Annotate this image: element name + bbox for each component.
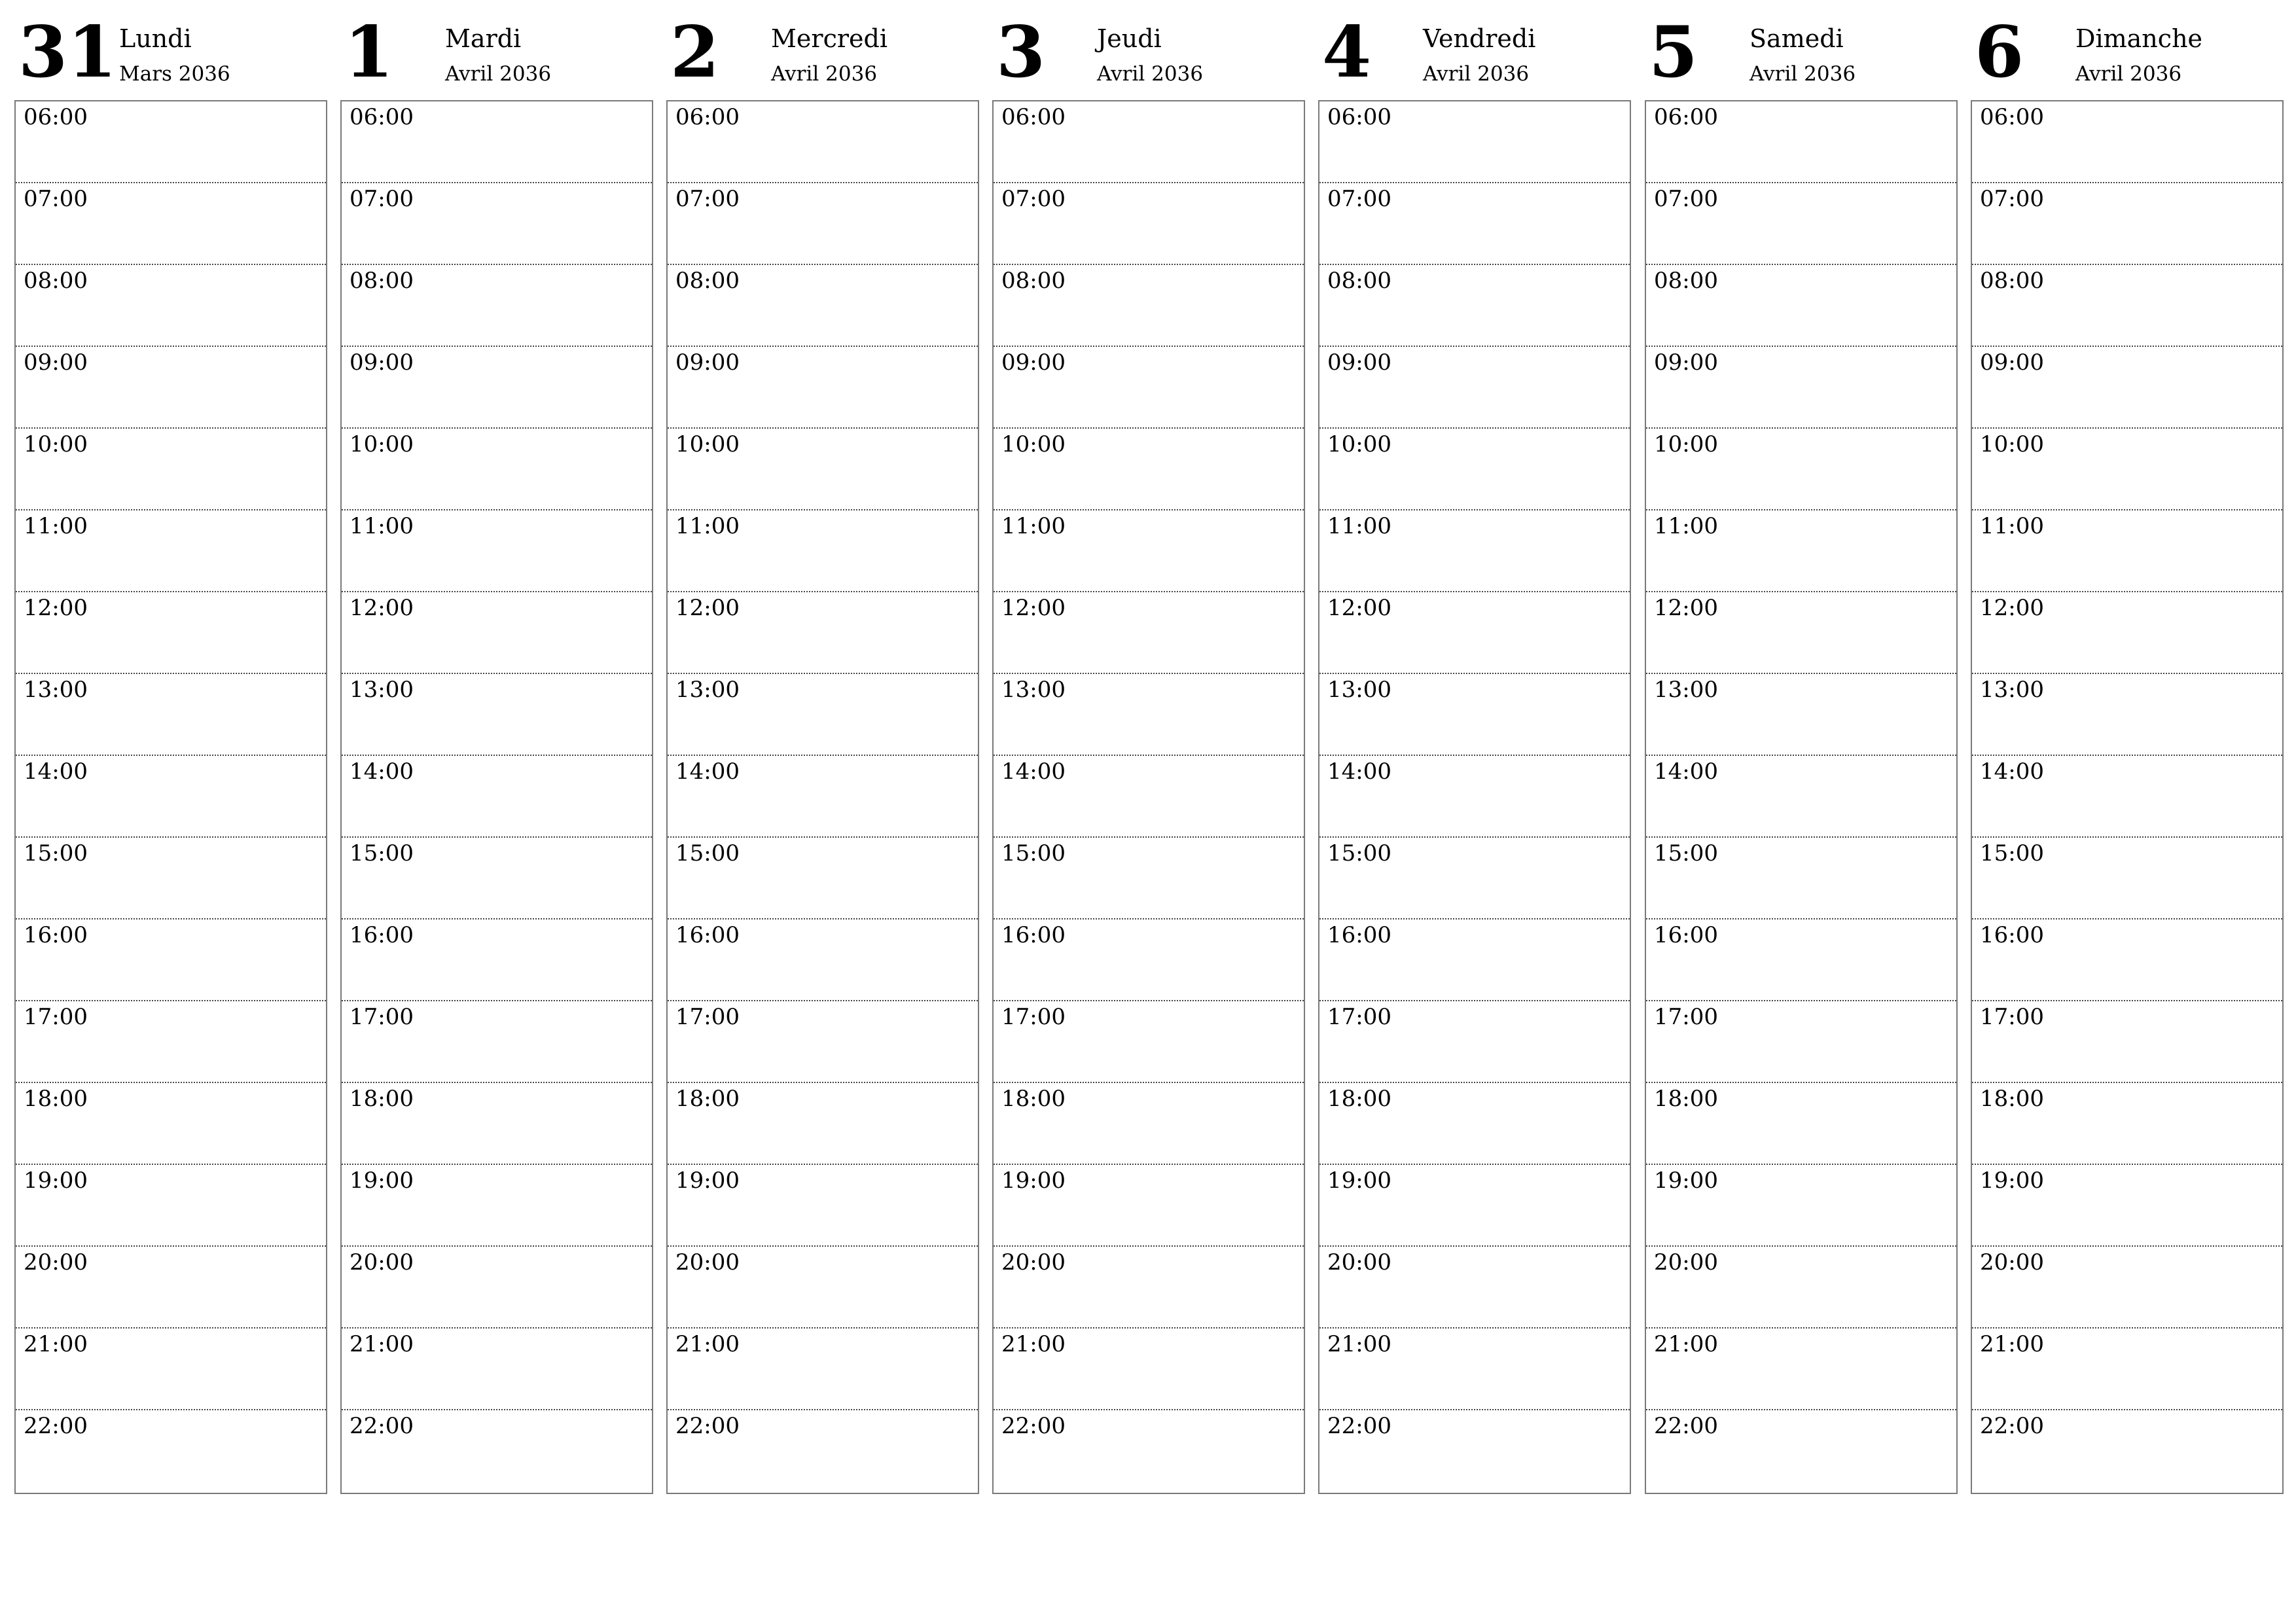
- hour-slot[interactable]: [668, 347, 978, 429]
- day-header: [1645, 0, 1958, 98]
- hour-label: 20:00: [675, 1249, 740, 1275]
- hour-label: 11:00: [675, 513, 740, 539]
- hour-label: 20:00: [350, 1249, 414, 1275]
- hour-slot[interactable]: [342, 919, 652, 1001]
- hour-slot[interactable]: [1646, 919, 1956, 1001]
- hour-label: 08:00: [1327, 268, 1391, 294]
- hour-label: 19:00: [1654, 1168, 1718, 1194]
- hour-slot[interactable]: [342, 101, 652, 183]
- hour-label: 21:00: [24, 1331, 88, 1357]
- hour-label: 18:00: [350, 1086, 414, 1112]
- hour-slot[interactable]: [1319, 838, 1630, 919]
- hour-slot[interactable]: [342, 756, 652, 838]
- day-name: Mardi: [445, 24, 522, 53]
- hour-slot[interactable]: [994, 674, 1304, 756]
- day-column: [1645, 0, 1958, 1439]
- hour-label: 08:00: [1980, 268, 2044, 294]
- hour-slot[interactable]: [1972, 1165, 2282, 1247]
- hour-label: 20:00: [1980, 1249, 2044, 1275]
- hour-slot[interactable]: [1972, 1083, 2282, 1165]
- hour-label: 21:00: [1001, 1331, 1066, 1357]
- hour-slot[interactable]: [1319, 1410, 1630, 1492]
- hour-label: 21:00: [1654, 1331, 1718, 1357]
- hour-label: 18:00: [1001, 1086, 1066, 1112]
- hour-label: 09:00: [350, 349, 414, 376]
- hour-slot[interactable]: [1646, 429, 1956, 510]
- hour-label: 11:00: [1654, 513, 1718, 539]
- month-year: Avril 2036: [2075, 62, 2182, 86]
- day-schedule-box[interactable]: [1971, 100, 2284, 1494]
- hour-slot[interactable]: [1972, 674, 2282, 756]
- hour-label: 07:00: [350, 186, 414, 212]
- day-column: [1971, 0, 2284, 1439]
- hour-label: 21:00: [350, 1331, 414, 1357]
- hour-label: 16:00: [675, 922, 740, 948]
- hour-label: 19:00: [675, 1168, 740, 1194]
- hour-label: 12:00: [1980, 595, 2044, 621]
- hour-label: 12:00: [350, 595, 414, 621]
- hour-slot[interactable]: [1646, 101, 1956, 183]
- hour-label: 14:00: [24, 758, 88, 785]
- hour-slot[interactable]: [1319, 265, 1630, 347]
- hour-slot[interactable]: [342, 510, 652, 592]
- hour-label: 09:00: [1327, 349, 1391, 376]
- hour-slot[interactable]: [994, 510, 1304, 592]
- hour-label: 13:00: [350, 677, 414, 703]
- hour-slot[interactable]: [1646, 347, 1956, 429]
- hour-label: 13:00: [1980, 677, 2044, 703]
- hour-slot[interactable]: [668, 101, 978, 183]
- hour-label: 08:00: [350, 268, 414, 294]
- hour-slot[interactable]: [342, 1083, 652, 1165]
- hour-label: 17:00: [1327, 1004, 1391, 1030]
- hour-slot[interactable]: [994, 101, 1304, 183]
- hour-slot[interactable]: [1319, 101, 1630, 183]
- hour-label: 09:00: [24, 349, 88, 376]
- hour-label: 14:00: [1980, 758, 2044, 785]
- hour-label: 22:00: [1001, 1413, 1066, 1439]
- hour-label: 19:00: [1980, 1168, 2044, 1194]
- hour-label: 13:00: [1654, 677, 1718, 703]
- hour-label: 21:00: [1327, 1331, 1391, 1357]
- hour-label: 12:00: [675, 595, 740, 621]
- hour-label: 10:00: [24, 431, 88, 457]
- hour-label: 10:00: [1001, 431, 1066, 457]
- hour-label: 18:00: [1654, 1086, 1718, 1112]
- hour-slot[interactable]: [1646, 838, 1956, 919]
- hour-label: 07:00: [1001, 186, 1066, 212]
- hour-slot[interactable]: [1319, 1329, 1630, 1410]
- hour-label: 17:00: [1001, 1004, 1066, 1030]
- hour-slot[interactable]: [1646, 1329, 1956, 1410]
- hour-label: 17:00: [1980, 1004, 2044, 1030]
- hour-slot[interactable]: [16, 674, 326, 756]
- hour-label: 08:00: [24, 268, 88, 294]
- hour-slot[interactable]: [668, 756, 978, 838]
- hour-label: 19:00: [24, 1168, 88, 1194]
- hour-slot[interactable]: [994, 1083, 1304, 1165]
- hour-slot[interactable]: [668, 183, 978, 265]
- hour-label: 15:00: [675, 840, 740, 866]
- day-column: [666, 0, 979, 1439]
- day-header: [14, 0, 327, 98]
- hour-slot[interactable]: [16, 838, 326, 919]
- hour-label: 17:00: [1654, 1004, 1718, 1030]
- hour-slot[interactable]: [1646, 592, 1956, 674]
- hour-label: 20:00: [1654, 1249, 1718, 1275]
- hour-slot[interactable]: [342, 838, 652, 919]
- day-name: Mercredi: [771, 24, 888, 53]
- hour-slot[interactable]: [342, 1165, 652, 1247]
- hour-label: 17:00: [24, 1004, 88, 1030]
- hour-slot[interactable]: [1646, 510, 1956, 592]
- hour-slot[interactable]: [1646, 1083, 1956, 1165]
- hour-label: 10:00: [1980, 431, 2044, 457]
- hour-slot[interactable]: [1972, 592, 2282, 674]
- day-header: [1318, 0, 1631, 98]
- hour-slot[interactable]: [1646, 674, 1956, 756]
- month-year: Avril 2036: [1423, 62, 1530, 86]
- hour-label: 13:00: [1327, 677, 1391, 703]
- hour-slot[interactable]: [994, 919, 1304, 1001]
- hour-slot[interactable]: [342, 1329, 652, 1410]
- hour-label: 07:00: [1980, 186, 2044, 212]
- hour-label: 09:00: [1654, 349, 1718, 376]
- day-column: [14, 0, 327, 1439]
- day-schedule-box[interactable]: [14, 100, 327, 1494]
- hour-label: 14:00: [1327, 758, 1391, 785]
- hour-slot[interactable]: [1646, 1410, 1956, 1492]
- hour-slot[interactable]: [1646, 1165, 1956, 1247]
- hour-label: 08:00: [675, 268, 740, 294]
- hour-slot[interactable]: [994, 1329, 1304, 1410]
- month-year: Avril 2036: [445, 62, 552, 86]
- hour-label: 06:00: [1980, 104, 2044, 130]
- hour-label: 15:00: [350, 840, 414, 866]
- hour-slot[interactable]: [1972, 1329, 2282, 1410]
- hour-label: 20:00: [1327, 1249, 1391, 1275]
- hour-label: 16:00: [1654, 922, 1718, 948]
- hour-slot[interactable]: [342, 347, 652, 429]
- hour-label: 06:00: [1001, 104, 1066, 130]
- hour-label: 17:00: [350, 1004, 414, 1030]
- day-header: [992, 0, 1305, 98]
- hour-label: 11:00: [1327, 513, 1391, 539]
- hour-slot[interactable]: [1972, 756, 2282, 838]
- hour-slot[interactable]: [342, 1410, 652, 1492]
- day-header: [666, 0, 979, 98]
- day-name: Vendredi: [1423, 24, 1536, 53]
- hour-label: 13:00: [24, 677, 88, 703]
- hour-label: 12:00: [1001, 595, 1066, 621]
- hour-label: 22:00: [1654, 1413, 1718, 1439]
- hour-slot[interactable]: [668, 265, 978, 347]
- hour-label: 12:00: [1654, 595, 1718, 621]
- day-column: [340, 0, 653, 1439]
- hour-label: 09:00: [1001, 349, 1066, 376]
- hour-slot[interactable]: [342, 265, 652, 347]
- hour-slot[interactable]: [994, 592, 1304, 674]
- day-column: [992, 0, 1305, 1439]
- hour-label: 19:00: [350, 1168, 414, 1194]
- hour-slot[interactable]: [994, 429, 1304, 510]
- hour-label: 22:00: [1327, 1413, 1391, 1439]
- hour-label: 12:00: [1327, 595, 1391, 621]
- hour-label: 18:00: [675, 1086, 740, 1112]
- hour-label: 13:00: [675, 677, 740, 703]
- hour-slot[interactable]: [1319, 183, 1630, 265]
- hour-slot[interactable]: [1972, 838, 2282, 919]
- hour-label: 21:00: [675, 1331, 740, 1357]
- hour-label: 09:00: [675, 349, 740, 376]
- hour-label: 17:00: [675, 1004, 740, 1030]
- hour-label: 10:00: [675, 431, 740, 457]
- hour-label: 18:00: [24, 1086, 88, 1112]
- hour-slot[interactable]: [994, 1410, 1304, 1492]
- hour-label: 20:00: [24, 1249, 88, 1275]
- hour-label: 16:00: [1327, 922, 1391, 948]
- hour-label: 08:00: [1654, 268, 1718, 294]
- hour-slot[interactable]: [342, 183, 652, 265]
- hour-slot[interactable]: [1319, 347, 1630, 429]
- hour-slot[interactable]: [1319, 1083, 1630, 1165]
- hour-label: 14:00: [350, 758, 414, 785]
- hour-slot[interactable]: [1972, 265, 2282, 347]
- day-number: 3: [996, 11, 1046, 94]
- hour-slot[interactable]: [668, 1083, 978, 1165]
- hour-slot[interactable]: [1319, 592, 1630, 674]
- day-name: Dimanche: [2075, 24, 2203, 53]
- hour-label: 11:00: [24, 513, 88, 539]
- hour-slot[interactable]: [16, 1410, 326, 1492]
- hour-slot[interactable]: [16, 1247, 326, 1329]
- hour-slot[interactable]: [16, 1083, 326, 1165]
- hour-label: 06:00: [1654, 104, 1718, 130]
- day-schedule-box[interactable]: [1645, 100, 1958, 1494]
- hour-slot[interactable]: [1972, 510, 2282, 592]
- hour-slot[interactable]: [1972, 101, 2282, 183]
- hour-slot[interactable]: [668, 674, 978, 756]
- month-year: Avril 2036: [1749, 62, 1856, 86]
- day-name: Jeudi: [1097, 24, 1162, 53]
- hour-label: 11:00: [1001, 513, 1066, 539]
- hour-slot[interactable]: [1646, 1001, 1956, 1083]
- hour-label: 21:00: [1980, 1331, 2044, 1357]
- month-year: Avril 2036: [1097, 62, 1204, 86]
- hour-label: 11:00: [1980, 513, 2044, 539]
- month-year: Mars 2036: [119, 62, 230, 86]
- hour-label: 14:00: [1001, 758, 1066, 785]
- hour-slot[interactable]: [1319, 756, 1630, 838]
- hour-label: 18:00: [1980, 1086, 2044, 1112]
- hour-label: 18:00: [1327, 1086, 1391, 1112]
- hour-slot[interactable]: [16, 347, 326, 429]
- hour-slot[interactable]: [16, 429, 326, 510]
- hour-label: 20:00: [1001, 1249, 1066, 1275]
- hour-slot[interactable]: [994, 1247, 1304, 1329]
- hour-label: 07:00: [675, 186, 740, 212]
- hour-label: 06:00: [1327, 104, 1391, 130]
- hour-slot[interactable]: [1319, 674, 1630, 756]
- hour-slot[interactable]: [16, 592, 326, 674]
- hour-label: 16:00: [24, 922, 88, 948]
- hour-slot[interactable]: [668, 1329, 978, 1410]
- hour-label: 16:00: [1980, 922, 2044, 948]
- hour-label: 10:00: [350, 431, 414, 457]
- hour-slot[interactable]: [1319, 429, 1630, 510]
- hour-slot[interactable]: [16, 1165, 326, 1247]
- hour-label: 22:00: [675, 1413, 740, 1439]
- hour-slot[interactable]: [1319, 1247, 1630, 1329]
- hour-slot[interactable]: [1319, 1001, 1630, 1083]
- hour-slot[interactable]: [668, 919, 978, 1001]
- hour-slot[interactable]: [668, 592, 978, 674]
- hour-slot[interactable]: [16, 101, 326, 183]
- day-number: 5: [1649, 11, 1698, 94]
- hour-slot[interactable]: [1646, 756, 1956, 838]
- day-number: 4: [1322, 11, 1372, 94]
- hour-slot[interactable]: [668, 1410, 978, 1492]
- hour-slot[interactable]: [1319, 510, 1630, 592]
- month-year: Avril 2036: [771, 62, 878, 86]
- hour-slot[interactable]: [668, 1165, 978, 1247]
- hour-slot[interactable]: [1646, 183, 1956, 265]
- day-number: 2: [670, 11, 720, 94]
- hour-label: 13:00: [1001, 677, 1066, 703]
- hour-label: 15:00: [1654, 840, 1718, 866]
- hour-slot[interactable]: [668, 1001, 978, 1083]
- hour-slot[interactable]: [1972, 1247, 2282, 1329]
- hour-label: 11:00: [350, 513, 414, 539]
- day-number: 6: [1975, 11, 2024, 94]
- hour-label: 06:00: [675, 104, 740, 130]
- day-schedule-box[interactable]: [1318, 100, 1631, 1494]
- day-name: Samedi: [1749, 24, 1844, 53]
- day-header: [340, 0, 653, 98]
- hour-slot[interactable]: [342, 674, 652, 756]
- hour-slot[interactable]: [1646, 1247, 1956, 1329]
- hour-label: 07:00: [1327, 186, 1391, 212]
- hour-slot[interactable]: [342, 1247, 652, 1329]
- hour-slot[interactable]: [994, 183, 1304, 265]
- hour-slot[interactable]: [668, 838, 978, 919]
- hour-label: 15:00: [24, 840, 88, 866]
- hour-label: 15:00: [1327, 840, 1391, 866]
- day-header: [1971, 0, 2284, 98]
- hour-label: 19:00: [1327, 1168, 1391, 1194]
- day-schedule-box[interactable]: [992, 100, 1305, 1494]
- hour-slot[interactable]: [16, 1001, 326, 1083]
- hour-label: 06:00: [350, 104, 414, 130]
- day-schedule-box[interactable]: [666, 100, 979, 1494]
- hour-slot[interactable]: [1972, 919, 2282, 1001]
- hour-label: 07:00: [1654, 186, 1718, 212]
- hour-slot[interactable]: [1319, 919, 1630, 1001]
- hour-slot[interactable]: [342, 592, 652, 674]
- hour-slot[interactable]: [994, 1001, 1304, 1083]
- hour-slot[interactable]: [16, 183, 326, 265]
- hour-slot[interactable]: [1972, 183, 2282, 265]
- hour-slot[interactable]: [1972, 1410, 2282, 1492]
- hour-slot[interactable]: [668, 1247, 978, 1329]
- hour-slot[interactable]: [1972, 347, 2282, 429]
- hour-slot[interactable]: [1319, 1165, 1630, 1247]
- hour-slot[interactable]: [342, 1001, 652, 1083]
- hour-slot[interactable]: [1972, 429, 2282, 510]
- hour-label: 07:00: [24, 186, 88, 212]
- hour-label: 10:00: [1327, 431, 1391, 457]
- hour-slot[interactable]: [668, 429, 978, 510]
- hour-slot[interactable]: [994, 1165, 1304, 1247]
- hour-slot[interactable]: [1646, 265, 1956, 347]
- hour-label: 16:00: [350, 922, 414, 948]
- hour-label: 16:00: [1001, 922, 1066, 948]
- hour-label: 06:00: [24, 104, 88, 130]
- hour-label: 22:00: [24, 1413, 88, 1439]
- hour-label: 15:00: [1001, 840, 1066, 866]
- hour-slot[interactable]: [1972, 1001, 2282, 1083]
- hour-slot[interactable]: [16, 919, 326, 1001]
- hour-label: 08:00: [1001, 268, 1066, 294]
- hour-label: 10:00: [1654, 431, 1718, 457]
- day-number: 1: [344, 11, 394, 94]
- day-name: Lundi: [119, 24, 192, 53]
- hour-slot[interactable]: [994, 265, 1304, 347]
- day-column: [1318, 0, 1631, 1439]
- hour-label: 22:00: [350, 1413, 414, 1439]
- hour-slot[interactable]: [994, 838, 1304, 919]
- hour-label: 09:00: [1980, 349, 2044, 376]
- hour-slot[interactable]: [668, 510, 978, 592]
- day-number: 31: [18, 11, 117, 94]
- hour-label: 19:00: [1001, 1168, 1066, 1194]
- hour-label: 15:00: [1980, 840, 2044, 866]
- hour-label: 22:00: [1980, 1413, 2044, 1439]
- hour-label: 12:00: [24, 595, 88, 621]
- hour-label: 14:00: [1654, 758, 1718, 785]
- day-schedule-box[interactable]: [340, 100, 653, 1494]
- hour-slot[interactable]: [16, 510, 326, 592]
- hour-label: 14:00: [675, 758, 740, 785]
- hour-slot[interactable]: [16, 1329, 326, 1410]
- hour-slot[interactable]: [16, 265, 326, 347]
- hour-slot[interactable]: [994, 347, 1304, 429]
- hour-slot[interactable]: [994, 756, 1304, 838]
- hour-slot[interactable]: [342, 429, 652, 510]
- hour-slot[interactable]: [16, 756, 326, 838]
